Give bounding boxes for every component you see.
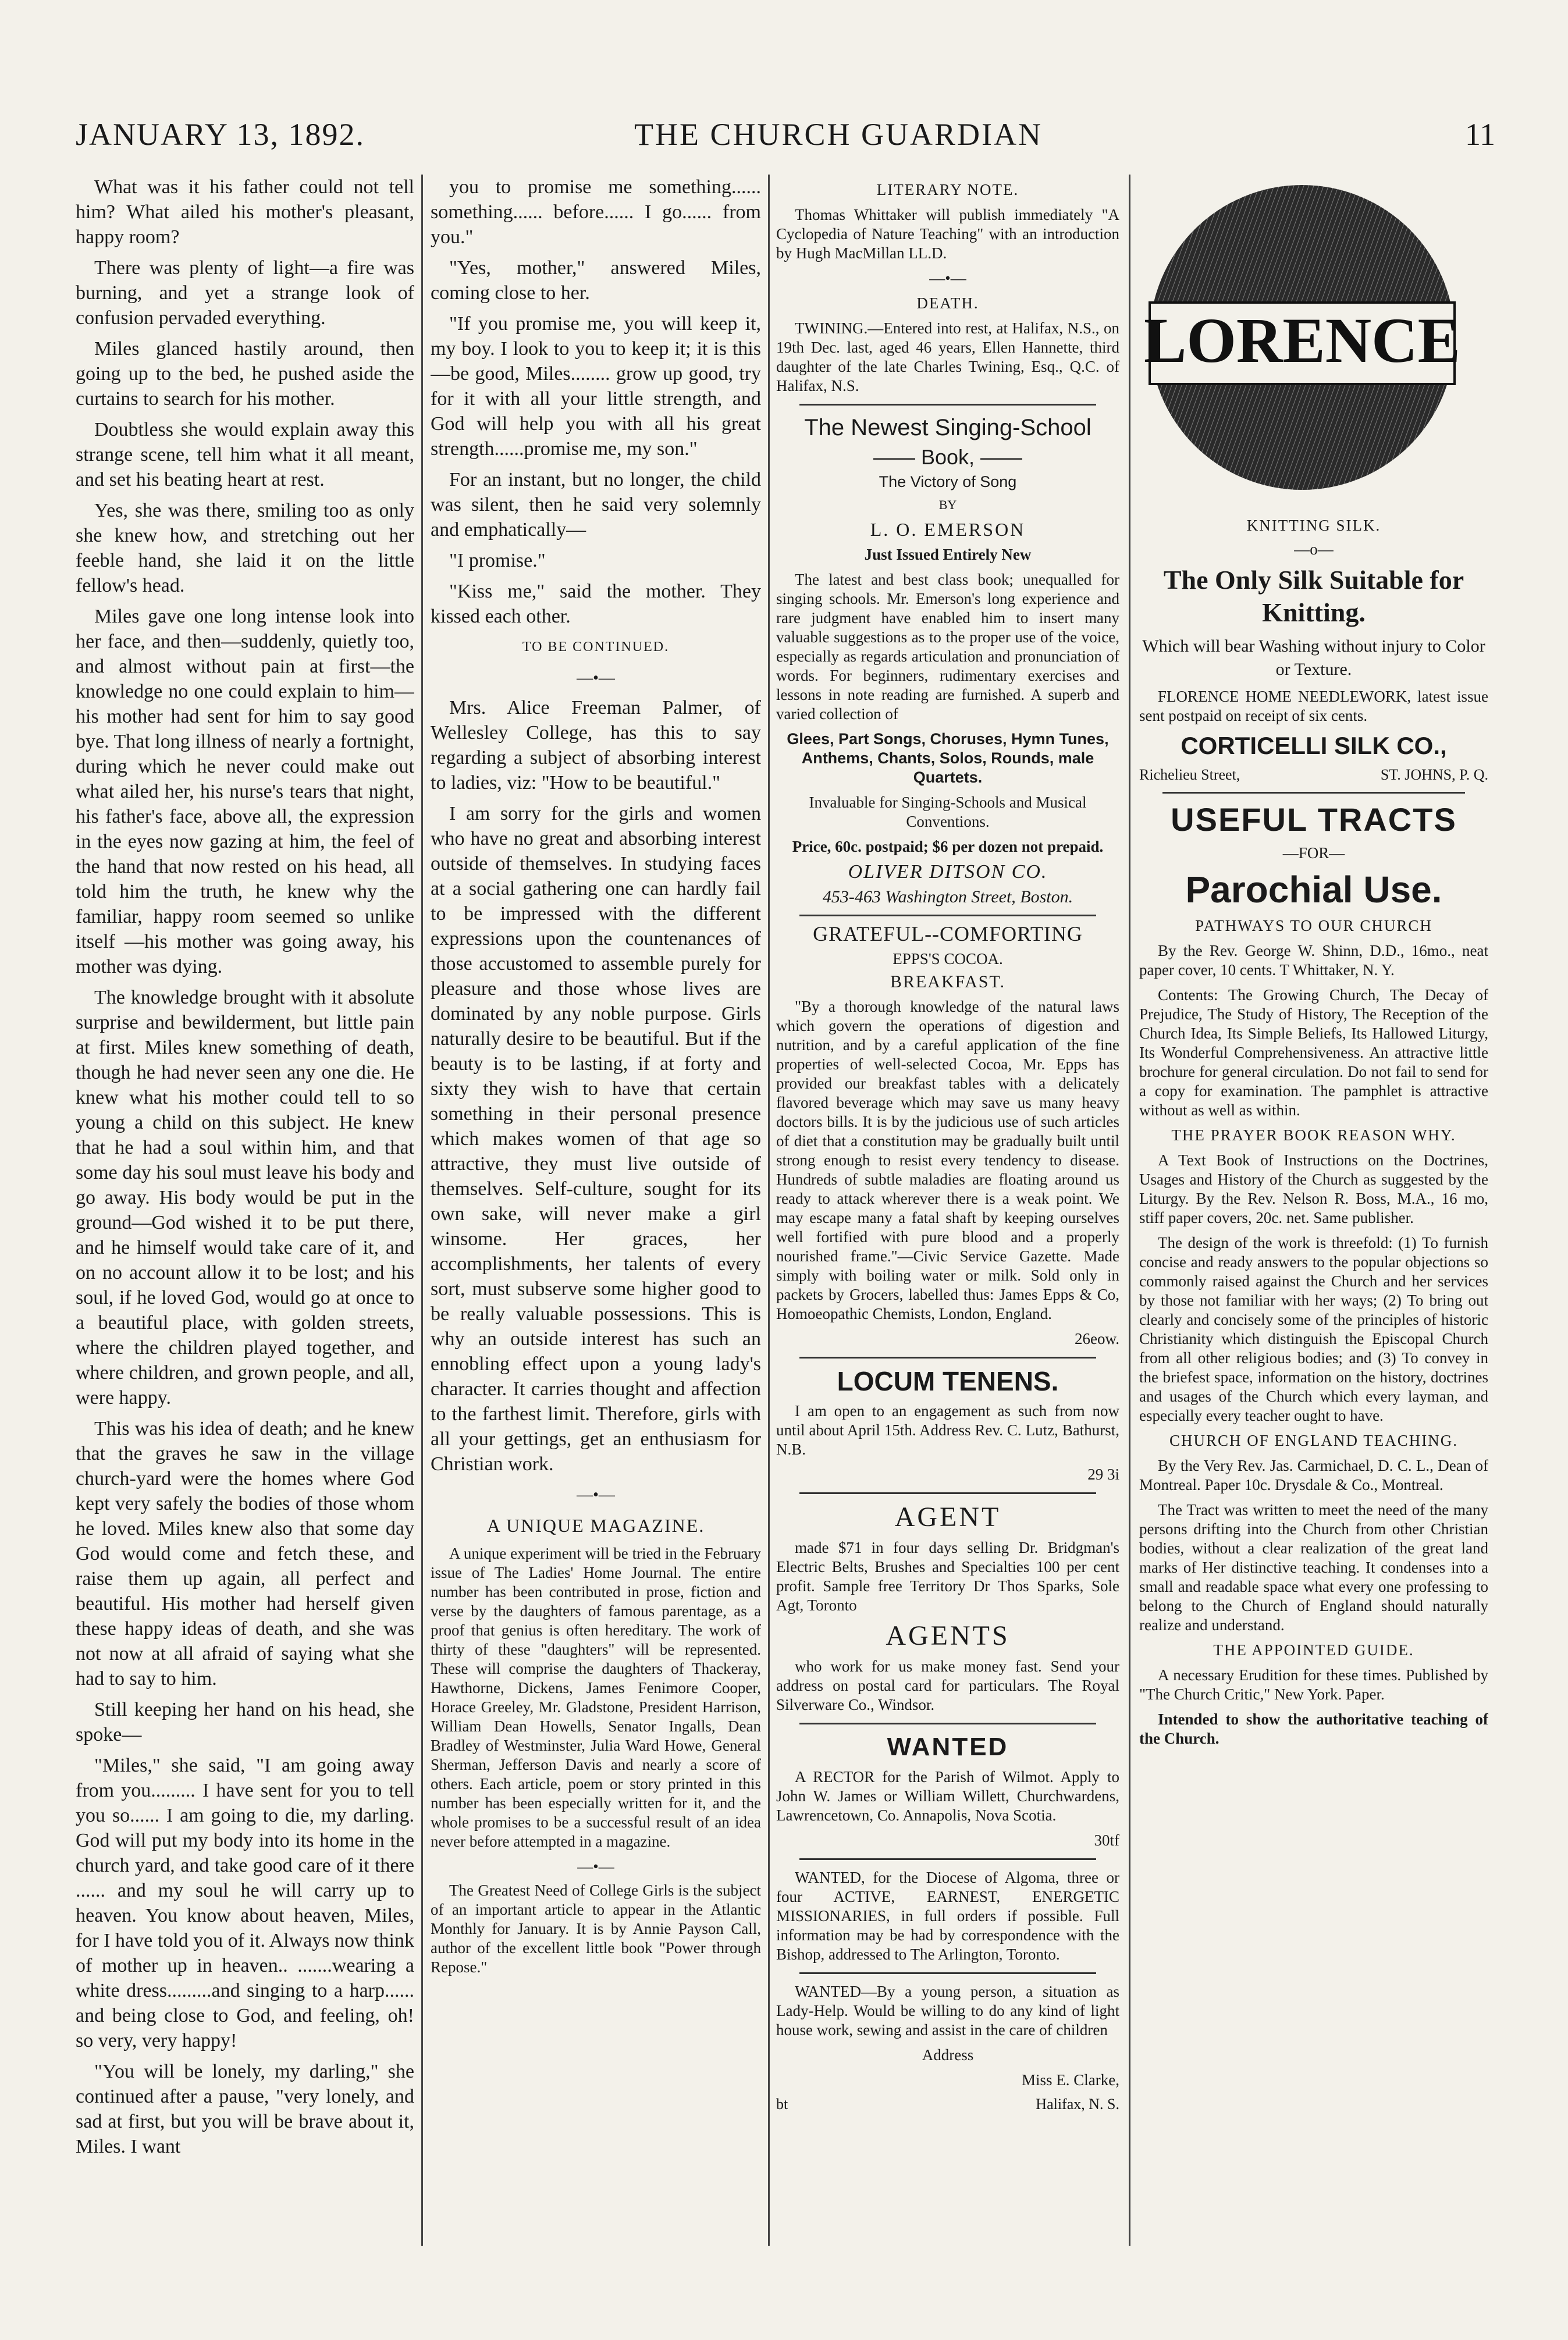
ornament: —o—: [1294, 540, 1334, 558]
tract2-title: THE PRAYER BOOK REASON WHY.: [1171, 1126, 1456, 1144]
story-paragraph: For an instant, but no longer, the child was silent, then he said very solemnly and emphatically—: [431, 469, 761, 540]
silk-company: CORTICELLI SILK CO.,: [1181, 732, 1447, 759]
silk-spool-image: [1139, 175, 1465, 500]
song-invaluable: Invaluable for Singing-Schools and Musical Conventions.: [809, 794, 1087, 830]
wanted-lady-help: WANTED—By a young person, a situation as Lady-Help. Would be willing to do any kind of light house work, sewing and assist in the care of children: [776, 1983, 1119, 2039]
song-publisher: OLIVER DITSON CO.: [848, 861, 1048, 883]
story-paragraph: This was his idea of death; and he knew that the graves he saw in the village church-yard were the homes where God kept very safely the bodies of those whom he loved. Miles knew also that some day God would come and fetch these, and raise them up again, all perfect and beautiful. His mother had herself given these happy ideas of death, and she was not now at all afraid of saying what she had to say to him.: [76, 1418, 414, 1690]
tract1-title: PATHWAYS TO OUR CHURCH: [1195, 917, 1432, 934]
story-paragraph: Doubtless she would explain away this strange scene, tell him what it all meant, and set his beating heart at rest.: [76, 419, 414, 490]
column-rule: [421, 175, 423, 2246]
lady-help-bt: bt: [776, 2096, 788, 2113]
cocoa-title: EPPS'S COCOA.: [893, 950, 1003, 968]
column-3: [776, 175, 1119, 2246]
locum-body: I am open to an engagement as such from now until about April 15th. Address Rev. C. Lutz, Bathurst, N.B.: [776, 1402, 1119, 1458]
literary-note-body: Thomas Whittaker will publish immediately "A Cyclopedia of Nature Teaching" with an introduction by Hugh MacMillan LL.D.: [776, 206, 1119, 262]
story-paragraph: Miles glanced hastily around, then going up to the bed, he pushed aside the curtains to search for his mother.: [76, 338, 414, 410]
ornament: —•—: [577, 1858, 614, 1875]
song-title: The Victory of Song: [879, 473, 1017, 490]
essay-paragraph: Mrs. Alice Freeman Palmer, of Wellesley College, has this to say regarding a subject of absorbing interest to ladies, viz: "How to be beautiful.": [431, 697, 761, 794]
lady-help-city: Halifax, N. S.: [1036, 2096, 1119, 2113]
song-author: L. O. EMERSON: [870, 519, 1026, 540]
magazine-body: A unique experiment will be tried in the February issue of The Ladies' Home Journal. The entire number has been contributed in prose, fiction and verse by the daughters of famous parentage, as a proof that genius is often hereditary. The work of thirty of these "daughters" will be represented. These will comprise the daughters of Thackeray, Hawthorne, Dickens, James Fenimore Cooper, Horace Greeley, Mr. Gladstone, President Harrison, William Dean Howells, Senator Ingalls, Dean Bradley of Westminster, Julia Ward Howe, General Sherman, Jefferson Davis and nearly a score of others. Each article, poem or story printed in this number has been especially written for it, and the whole promises to be a successful result of an idea never before attempted in a magazine.: [431, 1545, 761, 1850]
column-4: [1139, 175, 1488, 2246]
locum-code: 29 3i: [1087, 1466, 1119, 1483]
story-paragraph: What was it his father could not tell him? What ailed his mother's pleasant, happy room?: [76, 176, 414, 248]
tract1-contents: Contents: The Growing Church, The Decay of Prejudice, The Study of History, The Reception of the Church Idea, Its Simple Beliefs, Its Hallowed Liturgy, Its Wonderful Comprehensiveness. An attractive little brochure for general circulation. Do not fail to send for a copy for examination. The pamphlet is attractive without as well as within.: [1139, 986, 1488, 1119]
tract3-title: CHURCH OF ENGLAND TEACHING.: [1169, 1432, 1458, 1449]
song-issued: Just Issued Entirely New: [864, 546, 1032, 563]
story-paragraph: "You will be lonely, my darling," she continued after a pause, "very lonely, and sad at first, but you will be brave about it, Miles. I want: [76, 2061, 414, 2157]
song-price: Price, 60c. postpaid; $6 per dozen not prepaid.: [792, 838, 1104, 855]
death-heading: DEATH.: [916, 294, 979, 312]
issue-date: JANUARY 13, 1892.: [76, 117, 365, 152]
tract3-note: The Tract was written to meet the need of the many persons drifting into the Church from other Christian bodies, without a clear realization of the great land marks of Her distinctive teaching. It condenses into a small and readable space what every one professing to belong to the Church of England should naturally realize and understand.: [1139, 1501, 1488, 1634]
story-paragraph: "Yes, mother," answered Miles, coming close to her.: [431, 257, 761, 304]
story-paragraph: you to promise me something...... something...... before...... I go...... from you.": [431, 176, 761, 248]
column-rule: [1129, 175, 1130, 2246]
story-paragraph: "Kiss me," said the mother. They kissed each other.: [431, 581, 761, 627]
tract2-design: The design of the work is threefold: (1) To furnish concise and ready answers to the popular objections so commonly raised against the Church and her services by those not familiar with her ways; (2) To bring out clearly and concisely some of the principles of historic Christianity which distinguish the Episcopal Church from all other religious bodies; and (3) To convey in the briefest space, information on the history, doctrines and usages of the Church which every layman, and especially every teacher ought to have.: [1139, 1234, 1488, 1424]
magazine-heading: A UNIQUE MAGAZINE.: [486, 1515, 705, 1536]
wanted-title: WANTED: [887, 1733, 1009, 1761]
story-paragraph: "I promise.": [449, 550, 546, 571]
silk-title: KNITTING SILK.: [1246, 517, 1381, 534]
song-address: 453-463 Washington Street, Boston.: [822, 887, 1073, 906]
song-body: The latest and best class book; unequalled for singing schools. Mr. Emerson's long experience and rare judgment have enabled him to insert many valuable suggestions as to the proper use of the voice, especially as regards articulation and pronunciation of words. For beginners, rudimentary exercises and lessons in note reading are furnished. A superb and varied collection of: [776, 571, 1119, 723]
song-by: BY: [938, 497, 957, 512]
story-paragraph: The knowledge brought with it absolute surprise and bewilderment, but little pain at first. Miles knew something of death, though he had never seen any one die. He knew what his mother could tell to so young a child on this subject. He knew that he had a soul within him, and that some day his soul must leave his body and go away. His body would be put in the ground—God wished it to be put there, and he himself would take care of it, and on no account allow it to be lost; and his soul, if he loved God, would go at once to a beautiful place, with golden streets, where the children played together, and where children, and grown people, and all, were happy.: [76, 987, 414, 1409]
ornament: —•—: [929, 269, 966, 287]
cocoa-line1: GRATEFUL--COMFORTING: [813, 922, 1083, 945]
agents-title: AGENTS: [886, 1620, 1010, 1651]
continued-note: TO BE CONTINUED.: [522, 639, 670, 655]
agent-body: made $71 in four days selling Dr. Bridgman's Electric Belts, Brushes and Specialties 100 per cent profit. Sample free Territory Dr Thos Sparks, Sole Agt, Toronto: [776, 1539, 1119, 1614]
tract2-body: A Text Book of Instructions on the Doctrines, Usages and History of the Church as suggested by the Liturgy. By the Rev. Nelson R. Boss, M.A., 16 mo, stiff paper covers, 20c. net. Same publisher.: [1139, 1151, 1488, 1226]
wanted-code: 30tf: [1094, 1832, 1119, 1849]
agents-body: who work for us make money fast. Send your address on postal card for particulars. The Royal Silverware Co., Windsor.: [776, 1658, 1119, 1713]
wanted-rector: A RECTOR for the Parish of Wilmot. Apply to John W. James or William Willett, Churchwardens, Lawrencetown, Co. Annapolis, Nova Scotia.: [776, 1768, 1119, 1824]
cocoa-sub: BREAKFAST.: [890, 972, 1006, 991]
tract1-body: By the Rev. George W. Shinn, D.D., 16mo., neat paper cover, 10 cents. T Whittaker, N. Y.: [1139, 942, 1488, 979]
story-paragraph: "Miles," she said, "I am going away from you......... I have sent for you to tell you so...... I am going to die, my darling. God will put my body into its home in the church yard, and take good care of it there ...... and my soul he will carry up to heaven. You know about heaven, Miles, for I have told you of it. Always now think of mother up in heaven.. .......wearing a white dress.........and singing to a harp...... and being close to God, and feeling, oh! so very, very happy!: [76, 1755, 414, 2051]
tract3-body: By the Very Rev. Jas. Carmichael, D. C. L., Dean of Montreal. Paper 10c. Drysdale & Co., Montreal.: [1139, 1457, 1488, 1493]
locum-title: LOCUM TENENS.: [837, 1366, 1059, 1396]
song-line2: —— Book, ——: [873, 445, 1023, 469]
lady-help-address-label: Address: [922, 2046, 974, 2064]
story-paragraph: Still keeping her hand on his head, she spoke—: [76, 1699, 414, 1745]
masthead-title: THE CHURCH GUARDIAN: [634, 117, 1043, 152]
tract4-note: Intended to show the authoritative teaching of the Church.: [1139, 1710, 1488, 1747]
cocoa-code: 26eow.: [1075, 1330, 1119, 1347]
tracts-title2: Parochial Use.: [1185, 869, 1442, 911]
college-girls-note: The Greatest Need of College Girls is the subject of an important article to appear in the Atlantic Monthly for January. It is by Annie Payson Call, author of the excellent little book "Power through Repose.": [431, 1882, 761, 1976]
page-header: [76, 116, 1495, 157]
song-line1: The Newest Singing-School: [804, 415, 1091, 440]
tract4-body: A necessary Erudition for these times. Published by "The Church Critic," New York. Paper.: [1139, 1666, 1488, 1703]
column-2: [431, 175, 761, 2246]
tracts-for: —FOR—: [1282, 844, 1345, 862]
ornament: —•—: [577, 1486, 615, 1504]
agent-title: AGENT: [894, 1502, 1001, 1532]
silk-offer: FLORENCE HOME NEEDLEWORK, latest issue sent postpaid on receipt of six cents.: [1139, 688, 1488, 724]
silk-sub: The Only Silk Suitable for Knitting.: [1163, 565, 1464, 627]
death-notice: TWINING.—Entered into rest, at Halifax, N.S., on 19th Dec. last, aged 46 years, Ellen Hannette, third daughter of the late Charles Twining, Esq., Q.C. of Halifax, N.S.: [776, 319, 1119, 394]
story-paragraph: "If you promise me, you will keep it, my boy. I look to you to keep it; it is this—be good, Miles........ grow up good, try for it with all your little strength, and God will help you with all his great strength......promise me, my son.": [431, 313, 761, 460]
silk-body: Which will bear Washing without injury to Color or Texture.: [1142, 636, 1485, 679]
cocoa-body: "By a thorough knowledge of the natural laws which govern the operations of digestion and nutrition, and by a careful application of the fine properties of well-selected Cocoa, Mr. Epps has provided our breakfast tables with a delicately flavored beverage which may save us many heavy doctors bills. It is by the judicious use of such articles of diet that a constitution may be gradually built until strong enough to resist every tendency to disease. Hundreds of subtle maladies are floating around us ready to attack wherever there is a weak point. We may escape many a fatal shaft by keeping ourselves well fortified with pure blood and a properly nourished frame."—Civic Service Gazette. Made simply with boiling water or milk. Sold only in packets by Grocers, labelled thus: James Epps & Co, Homoeopathic Chemists, London, England.: [776, 998, 1119, 1322]
silk-city: ST. JOHNS, P. Q.: [1380, 766, 1488, 783]
lady-help-name: Miss E. Clarke,: [1022, 2071, 1119, 2089]
page-number: 11: [1465, 117, 1495, 152]
spool-label: LORENCE: [1144, 305, 1460, 376]
story-paragraph: Yes, she was there, smiling too as only she knew how, and stretching out her feeble hand, she laid it on the little fellow's head.: [76, 500, 414, 596]
ornament: —•—: [577, 669, 615, 687]
wanted-missionaries: WANTED, for the Diocese of Algoma, three or four ACTIVE, EARNEST, ENERGETIC MISSIONARIES, in full orders if possible. Full information may be had by correspondence with the Bishop, addressed to The Arlington, Toronto.: [776, 1869, 1119, 1963]
silk-street: Richelieu Street,: [1139, 766, 1240, 783]
column-1: [76, 175, 414, 2246]
story-paragraph: Miles gave one long intense look into her face, and then—suddenly, quietly too, and almost without pain at first—the knowledge no one could explain to him—his mother had sent for him to say good bye. That long illness of nearly a fortnight, during which he never could make out what ailed her, his nurse's tears that night, his father's face, above all, the expression in the eyes now gazing at him, the feel of the hand that now rested on his head, all told him the truth, he knew why the familiar, happy room seemed so unlike itself —his mother was going away, his mother was dying.: [76, 606, 414, 977]
literary-note-heading: LITERARY NOTE.: [876, 181, 1019, 198]
column-rule: [768, 175, 770, 2246]
essay-paragraph: I am sorry for the girls and women who have no great and absorbing interest outside of themselves. In studying faces at a social gathering one can hardly fail to be impressed with the different expressions upon the countenances of those accustomed to assemble purely for pleasure and those whose lives are dominated by any noble purpose. Girls naturally desire to be beautiful. But if the beauty is to be lasting, if at forty and sixty they wish to have that certain something in their personal presence which makes women of that age so attractive, they must live outside of themselves. Self-culture, sought for its own sake, will never make a girl winsome. Her graces, her accomplishments, her talents of every sort, must subserve some higher good to be really valuable possessions. This is why an outside interest has such an ennobling effect upon a young lady's character. It carries thought and affection to the farthest limit. Therefore, girls with all your gettings, get an enthusiasm for Christian work.: [431, 803, 761, 1475]
story-paragraph: There was plenty of light—a fire was burning, and yet a strange look of confusion pervaded everything.: [76, 257, 414, 329]
tracts-title: USEFUL TRACTS: [1171, 801, 1457, 838]
song-collection: Glees, Part Songs, Choruses, Hymn Tunes, Anthems, Chants, Solos, Rounds, male Quartets.: [787, 730, 1109, 786]
tract4-title: THE APPOINTED GUIDE.: [1213, 1641, 1414, 1659]
